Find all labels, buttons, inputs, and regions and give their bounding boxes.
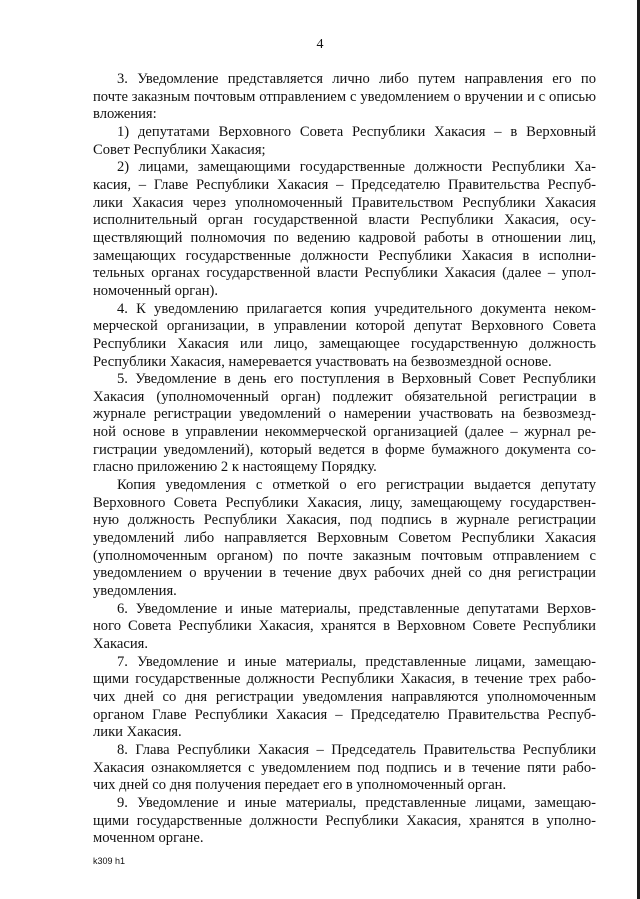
text-line: Хакасия ознакомляется с уведомлением под подпись и в течение пяти рабо- xyxy=(93,759,596,776)
text-line: номоченный орган). xyxy=(93,282,219,299)
text-line: 2) лицами, замещающими государственные должности Республики Ха- xyxy=(117,159,596,176)
paragraph-5-copy xyxy=(93,477,596,601)
text-line: Республики Хакасия или лицо, замещающее государственную должность xyxy=(93,335,596,352)
text-line: 3. Уведомление представляется лично либо путем направления его по xyxy=(117,71,596,87)
text-line: Верховного Совета Республики Хакасия, лицу, замещающему государствен- xyxy=(93,494,596,511)
text-line: ного Совета Республики Хакасия, хранятся в Верховном Совете Республики xyxy=(93,618,596,635)
text-line: 7. Уведомление и иные материалы, представленные лицами, замещаю- xyxy=(117,653,596,670)
text-line: исполнительный орган государственной власти Республики Хакасия, осу- xyxy=(93,212,596,229)
text-line: 8. Глава Республики Хакасия – Председатель Правительства Республики xyxy=(117,741,596,758)
paragraph-8 xyxy=(93,742,596,795)
text-line: уведомления. xyxy=(93,583,177,600)
text-line: тельных органах государственной власти Республики Хакасия (далее – упол- xyxy=(93,265,596,282)
paragraph-4 xyxy=(93,301,596,372)
text-line: почте заказным почтовым отправлением с уведомлением о вручении и с описью xyxy=(93,88,596,105)
text-line: щими государственные должности Республики Хакасия, хранятся в уполно- xyxy=(93,812,596,829)
text-line: Совет Республики Хакасия; xyxy=(93,141,266,158)
text-line: уведомлений либо направляется Верховным Советом Республики Хакасия xyxy=(93,530,596,547)
paragraph-5 xyxy=(93,371,596,477)
text-line: Копия уведомления с отметкой о его регистрации выдается депутату xyxy=(117,477,596,494)
text-line: мерческой организации, в управлении которой депутат Верховного Совета xyxy=(93,318,596,335)
text-line: Хакасия (уполномоченный орган) подлежит обязательной регистрации в xyxy=(93,388,596,405)
text-line: замещающих государственные должности Республики Хакасия в исполни- xyxy=(93,247,596,264)
page-number: 4 xyxy=(316,37,324,52)
text-line: ной основе в управлении некоммерческой организацией (далее – журнал ре- xyxy=(93,424,596,441)
text-line: щими государственные должности Республики Хакасия, в течение трех рабо- xyxy=(93,671,596,688)
text-line: 4. К уведомлению прилагается копия учредительного документа неком- xyxy=(117,300,596,317)
text-line: моченном органе. xyxy=(93,830,204,847)
text-line: (уполномоченным органом) по почте заказным почтовым отправлением с xyxy=(93,547,596,564)
text-line: гистрации уведомлений), который ведется в форме бумажного документа со- xyxy=(93,441,596,458)
text-line: журнале регистрации уведомлений о намерении участвовать на безвозмезд- xyxy=(93,406,596,423)
text-line: 9. Уведомление и иные материалы, представленные лицами, замещаю- xyxy=(117,794,596,811)
paragraph-9 xyxy=(93,795,596,848)
text-line: 1) депутатами Верховного Совета Республики Хакасия – в Верховный xyxy=(117,123,596,140)
paragraph-3-item-1 xyxy=(93,124,596,159)
text-line: лики Хакасия через уполномоченный Правительством Республики Хакасия xyxy=(93,194,596,211)
document-body xyxy=(93,71,596,848)
text-line: ществляющий полномочия по ведению кадровой работы в отношении лиц, xyxy=(93,229,596,246)
text-line: Республики Хакасия, намеревается участвовать на безвозмездной основе. xyxy=(93,353,552,370)
text-line: уведомлением о вручении в течение двух рабочих дней со дня регистрации xyxy=(93,565,596,582)
text-line: ную должность Республики Хакасия, под подпись в журнале регистрации xyxy=(93,512,596,529)
text-line: лики Хакасия. xyxy=(93,724,182,741)
text-line: чих дней со дня получения передает его в уполномоченный орган. xyxy=(93,777,507,794)
text-line: чих дней со дня регистрации уведомления направляются уполномоченным xyxy=(93,688,596,705)
text-line: 6. Уведомление и иные материалы, представленные депутатами Верхов- xyxy=(117,600,596,617)
text-line: вложения: xyxy=(93,106,157,123)
footer-document-code: k309 h1 xyxy=(93,856,126,866)
text-line: 5. Уведомление в день его поступления в Верховный Совет Республики xyxy=(117,371,596,388)
text-line: гласно приложению 2 к настоящему Порядку. xyxy=(93,459,377,476)
paragraph-7 xyxy=(93,654,596,742)
paragraph-3-item-2 xyxy=(93,159,596,300)
text-line: органом Главе Республики Хакасия – Председателю Правительства Респуб- xyxy=(93,706,596,723)
text-line: Хакасия. xyxy=(93,636,149,652)
paragraph-6 xyxy=(93,601,596,654)
text-line: касия, – Главе Республики Хакасия – Председателю Правительства Респуб- xyxy=(93,176,596,193)
paragraph-3 xyxy=(93,71,596,124)
